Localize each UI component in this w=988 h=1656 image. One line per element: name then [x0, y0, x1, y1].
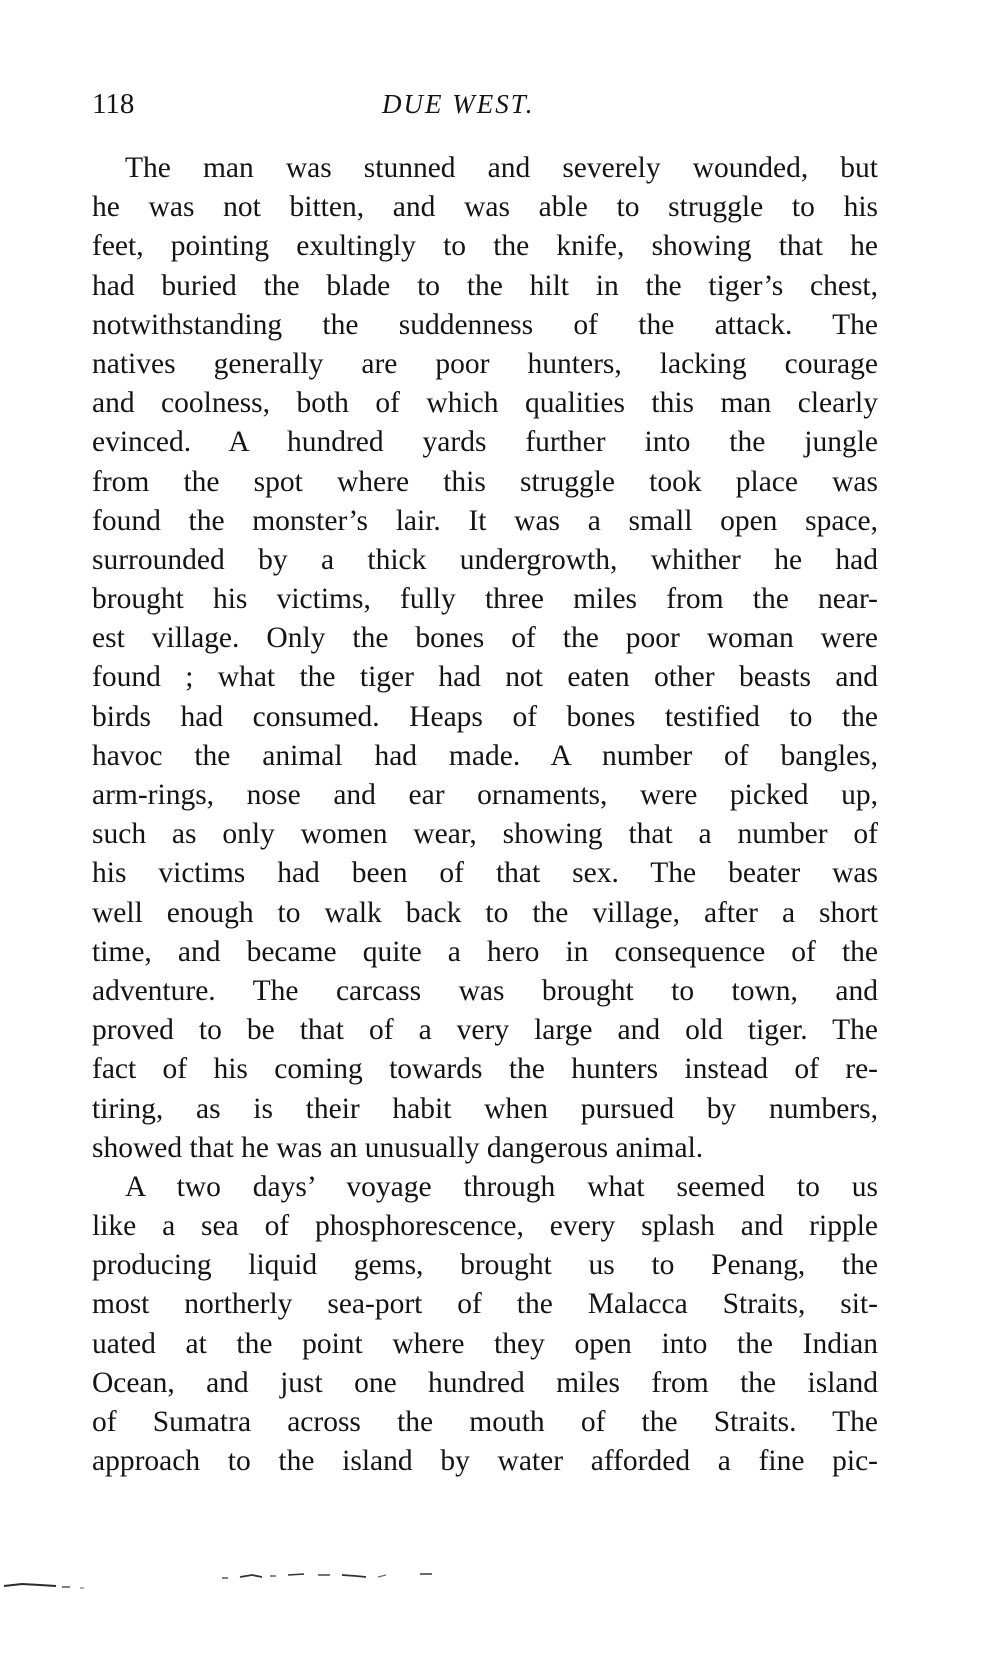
text-line: proved to be that of a very large and old tiger. The: [92, 1014, 878, 1047]
text-line: he was not bitten, and was able to struggle to his: [92, 191, 878, 224]
paragraph: [92, 149, 878, 1168]
text-line: from the spot where this struggle took place was: [92, 465, 878, 498]
page-number: 118: [92, 88, 135, 120]
text-line: adventure. The carcass was brought to town, and: [92, 974, 878, 1007]
running-title: DUE WEST.: [382, 89, 535, 119]
text-line: feet, pointing exultingly to the knife, showing that he: [92, 230, 878, 263]
text-line: fact of his coming towards the hunters instead of re-: [92, 1053, 878, 1086]
body-text: [92, 149, 878, 1481]
text-line: notwithstanding the suddenness of the attack. The: [92, 308, 878, 341]
text-line: The man was stunned and severely wounded, but: [125, 152, 878, 184]
text-line: brought his victims, fully three miles from the near-: [92, 583, 878, 616]
text-line: havoc the animal had made. A number of bangles,: [92, 739, 878, 772]
text-line: well enough to walk back to the village, after a short: [92, 896, 878, 929]
text-line: tiring, as is their habit when pursued by numbers,: [92, 1092, 878, 1125]
text-line: uated at the point where they open into the Indian: [92, 1327, 878, 1360]
paragraph: [92, 1168, 878, 1482]
text-line: of Sumatra across the mouth of the Straits. The: [92, 1406, 878, 1438]
text-line: most northerly sea-port of the Malacca Straits, sit-: [92, 1288, 878, 1321]
text-line: found the monster’s lair. It was a small open space,: [92, 504, 878, 537]
text-line: found ; what the tiger had not eaten other beasts and: [92, 661, 878, 694]
text-line: evinced. A hundred yards further into the jungle: [92, 426, 878, 459]
text-line: had buried the blade to the hilt in the tiger’s chest,: [92, 269, 878, 302]
text-line: his victims had been of that sex. The beater was: [92, 857, 878, 890]
text-line: producing liquid gems, brought us to Penang, the: [92, 1249, 878, 1282]
text-line: est village. Only the bones of the poor woman were: [92, 622, 878, 655]
text-line: such as only women wear, showing that a number of: [92, 818, 878, 851]
text-line: time, and became quite a hero in consequence of the: [92, 935, 878, 968]
page-header: [92, 86, 878, 126]
text-line: A two days’ voyage through what seemed to us: [125, 1170, 878, 1203]
text-line: natives generally are poor hunters, lacking courage: [92, 347, 878, 380]
text-line: surrounded by a thick undergrowth, whither he had: [92, 543, 878, 576]
text-line: arm-rings, nose and ear ornaments, were picked up,: [92, 779, 878, 811]
text-line: like a sea of phosphorescence, every splash and ripple: [92, 1210, 878, 1243]
scan-smudge-marks: [0, 1572, 988, 1602]
text-line: Ocean, and just one hundred miles from the island: [92, 1366, 878, 1399]
text-line: and coolness, both of which qualities this man clearly: [92, 387, 878, 420]
text-line: showed that he was an unusually dangerous animal.: [92, 1131, 704, 1164]
text-line: birds had consumed. Heaps of bones testified to the: [92, 700, 878, 733]
text-line: approach to the island by water afforded a fine pic-: [92, 1445, 878, 1478]
